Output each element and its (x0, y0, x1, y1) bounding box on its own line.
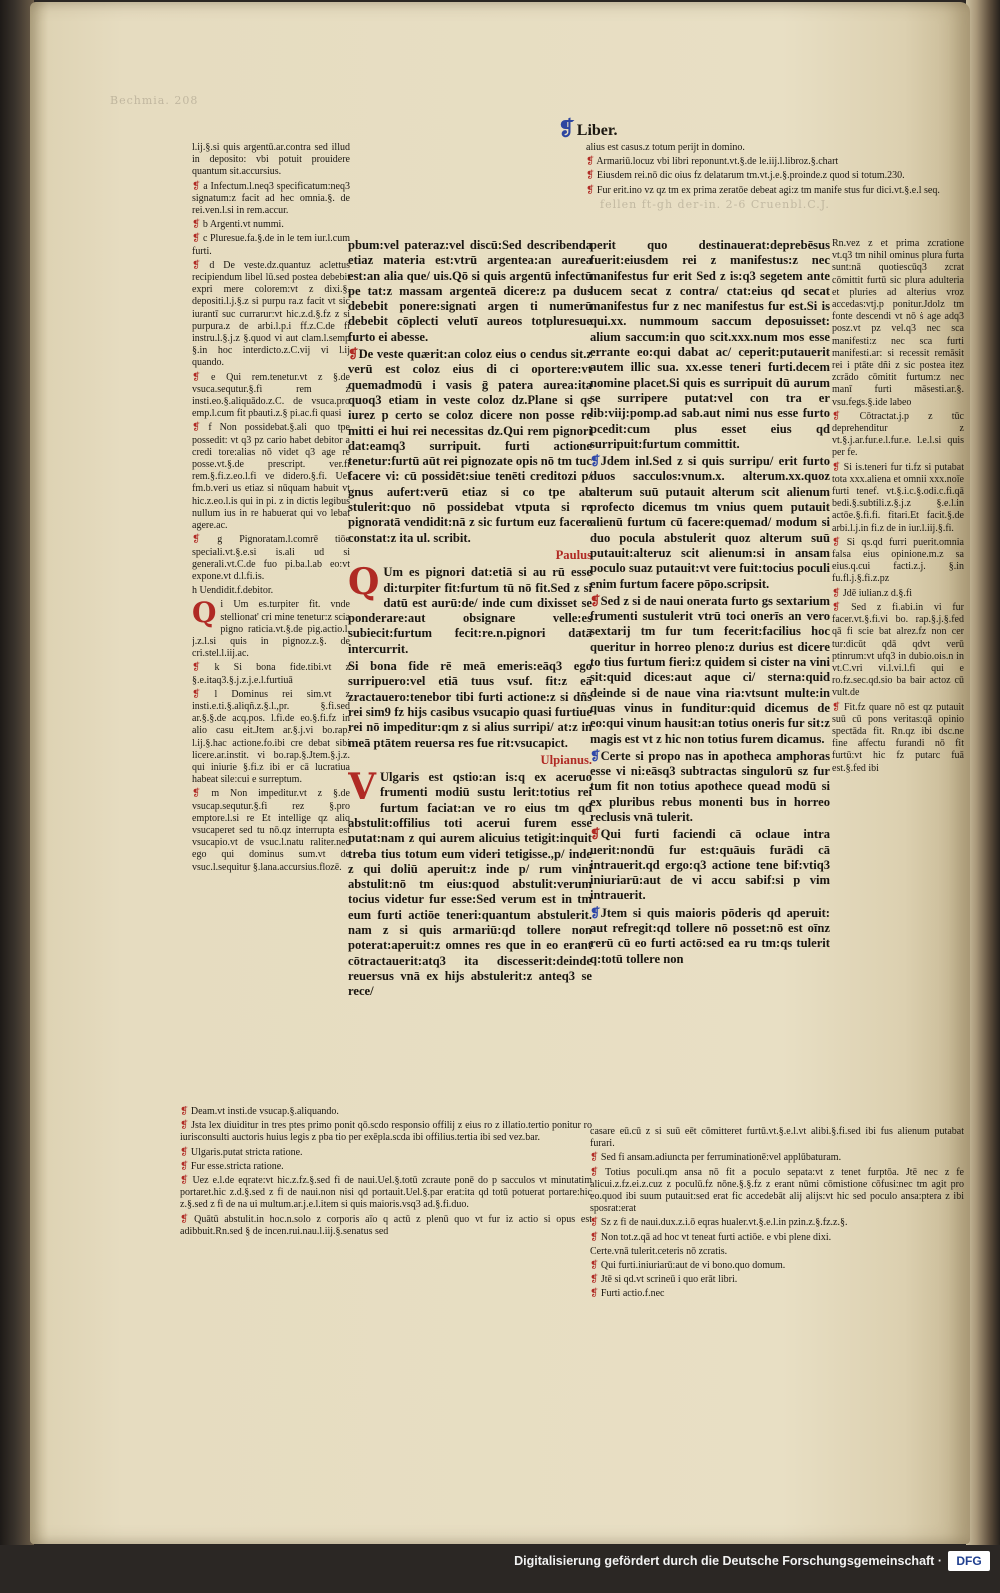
rubric-mark-icon: ❡ (192, 688, 215, 700)
rubric-mark-icon: ❡ (192, 219, 203, 231)
gloss-entry: ❡ Si is.teneri fur ti.fz si putabat tota xxx.aliena et omnii xxx.noīe furti tenef. vt.§.i.c.§.odi.c.fi.qā bedi.§.subtili.z.§.j.z §.e.l.in actōe.§.fi.fi. fitari.Et facit.§.de arbi.l.j.in fi.z de in iur.l.iij.§.fi. (832, 461, 964, 534)
rubric-mark-icon: ❡ (832, 601, 852, 613)
rubric-mark-icon: ❡ (590, 1166, 606, 1178)
gloss-entry: ❡ Fit.fz quare nō est qz putauit suū cū pons veritas:qā opinio spectāda fit. Rn.qz ibi dsc.ne fine affectu furandi nō fit furtū:vt hic fz putarc fuā est.§.fed ibi (832, 701, 964, 774)
paragraph-mark-icon: ❡ (590, 748, 601, 763)
rubric-mark-icon: ❡ (586, 184, 597, 196)
gloss-bottom-right (590, 1126, 964, 1306)
gloss-entry: Rn.vez z et prima zcratione vt.q3 tm nihil ominus plura furta sunt:nā quotiescūq3 zcrat cōmittit furtū sic plura adulteria et pluries ad alterius vroz accedas:vtj.p ponitur.Jdolz tm fonte descendi vt nō ṡ age adq3 posz.vt pz vel.q3 nec sca manifesti:z nec sca furti manifesti.ar: si recessit remāsit rei i ptāte dñi z sic postea itez zcrādo cōmitit furtum:z nec manī furti māsesti.ar.§. vsu.fegs.§.ide labeo (832, 238, 964, 408)
gloss-entry: ❡ Sed fi ansam.adiuncta per ferruminationē:vel applūbaturam. (590, 1152, 842, 1164)
rubric-mark-icon: ❡ (192, 180, 204, 192)
manuscript-page (30, 2, 970, 1544)
dfg-logo[interactable]: DFG (948, 1551, 990, 1571)
gloss-entry: ❡ k Si bona fide.tibi.vt z §.e.itaq3.§.j.z.j.e.l.furtiuā (192, 662, 350, 686)
gloss-entry: ❡ Qui furti.iniuriarū:aut de vi bono.quo domum. (590, 1260, 786, 1272)
gloss-entry: ❡ f Non possidebat.§.ali quo tpe possedit: vt q3 pz cario habet debitor a credi tore:alias nō videt q3 age re posse.vt.§.de prescript. ver.fi rem.§.fi.z.eo.l.fi ve didero.§.fi. Uel fm.b.veri us etiaz si nūquam habuit vt hic.z.eo.l.is qui in pi. z in dictis legibus nullum ius in re habuerat qui vo lebat agere.ac. (192, 422, 350, 532)
main-paragraph: pbum:vel pateraz:vel discū:Sed describenda etiaz materia est:vtrū argentea:an aurea est:an alia que/ uis.Qō si quis argentū infectū pe tat:z massam argenteā dicere:z pa dus debebit ponere:signati argen ti numerū debebit cōplecti velutī aureos totpluresue furto ei abesse. (348, 238, 592, 344)
paragraph-mark-icon: ❡ (348, 347, 359, 362)
main-paragraph: ❡Certe si propo nas in apotheca amphoras esse vi ni:eāsq3 subtractas singulorū sz fur tum fit non totius apothece quead modū si ex pluribus rebus monenti bus in horreo reclusis vnā tulerit. (590, 748, 830, 824)
gloss-entry: ❡ Deam.vt insti.de vsucap.§.aliquando. (180, 1106, 339, 1117)
gloss-entry: ❡ Fur erit.ino vz qz tm ex prima zeratōe debeat agi:z tm manife stus fur dici.vt.§.e.l seq. (586, 184, 940, 196)
main-paragraph: Q Um es pignori dat:etiā si au rū esse di:turpiter fit:furtum tū nō fit.Sed z si datū est aurū:de/ inde cum dixisset se ponderare:aut obsignare velle:es subiecit:furtum fecit:re.n.pignori datā intercurrit. (348, 561, 592, 656)
rubric-mark-icon: ❡ (832, 410, 860, 422)
rubric-mark-icon: ❡ (590, 1260, 601, 1272)
rubric-mark-icon: ❡ (192, 371, 212, 383)
funding-credit: Digitalisierung gefördert durch die Deutsche Forschungsgemeinschaft · (514, 1554, 942, 1568)
rubric-mark-icon: ❡ (180, 1146, 191, 1158)
gloss-entry: ❡ a Infectum.l.neq3 specificatum:neq3 signatum:z facit ad hec omnia.§. de rei.ven.l.si in rem.accur. (192, 180, 350, 217)
bleed-through-text-left: Bechmia. 208 (110, 94, 199, 107)
gloss-entry: l.ij.§.si quis argentū.ar.contra sed illud in deposito: vbi potuit prouidere quantum sit.accursius. (192, 142, 350, 178)
running-head (558, 116, 618, 141)
pilcrow-icon: ❡ (558, 118, 575, 140)
gloss-entry: ❡ Sz z fi de naui.dux.z.i.ō eqras hualer.vt.§.e.l.in pzin.z.§.fz.z.§. (590, 1217, 848, 1229)
main-paragraph: ❡Jtem si quis maioris pōderis qd aperuit: aut refregit:qd tollere nō posset:nō est oīnz rerū cū eo furti actō:sed ea ru tm:qs tulerit q:totū tollere non (590, 905, 830, 966)
rubric-mark-icon: ❡ (590, 1274, 601, 1286)
initial-q-icon: Q (348, 561, 380, 604)
paragraph-mark-icon: ❡ (590, 905, 601, 920)
gloss-entry: ❡ c Pluresue.fa.§.de in le tem iur.l.cum furti. (192, 233, 350, 257)
main-paragraph: ❡Sed z si de naui onerata furto gs sextarium frumenti sustulerit vtrū toci onerīs an vero sextarij tm fur tum fecerit:facilius hoc queritur in horreo pleno:z durius est dicere to tius furtum fieri:z quidem si cister na vini sit:quid dices:aut aque ci/ sterna:quid deinde si de naue vina ria:vtsunt multe:in quas vinus in funditur:quid dicemus de eo:qui vinum hausit:an totius oneris fur sit:z magis est vt z hic non totius furem dicamus. (590, 593, 830, 746)
paragraph-mark-icon: ❡ (590, 827, 601, 842)
running-head-label: Liber. (576, 122, 618, 139)
rubric-mark-icon: ❡ (180, 1213, 195, 1225)
main-paragraph: Si bona fide rē meā emeris:eāq3 ego surripuero:vel etiā tuus vsuf. fit:z eā zractauero:tenebor tibi furti actione:z si dñs rei sim9 fz hijs casibus vsucapio quasi furtiue rei nō impeditur:qm z si alius surripi/ at:z in meā ptātem reuersa res fue rit:vsucapict. (348, 659, 592, 750)
gloss-entry: casare eū.cū z si suū eēt cōmitteret furtū.vt.§.e.l.vt alibi.§.fi.sed ibi fus alienum putabat furari. (590, 1126, 964, 1150)
initial-q-icon: Q (192, 596, 217, 630)
gloss-entry: ❡ Jtē si qd.vt scrineū i quo erāt libri. (590, 1274, 738, 1286)
gloss-entry: ❡ Fur esse.stricta ratione. (180, 1160, 284, 1172)
gloss-column-right (832, 238, 964, 1138)
paragraph-mark-icon: ❡ (590, 454, 601, 469)
gloss-entry: ❡ Si qs.qd furri puerit.omnia falsa eius opinione.m.z sa eius.q.cui facti.z.j. §.in fu.fl.j.§.fi.z.pz (832, 536, 964, 585)
gloss-entry: ❡ Sed z fi.abi.in vi fur facer.vt.§.fi.vi bo. rap.§.j.§.fed qā fi scie bat alrez.fz non cer tur:dicūt qdā qdvt verū ptinrum:vt ufq3 in dubio.ois.n in vt.C.vri vi.l.vi.l.fi qui e ro.fz.sec.qd.sio ba bair actoz cū vult.de (832, 601, 964, 699)
main-paragraph: ❡De veste quærit:an coloz eius o cendus sit.z verū est coloz eius di ci oportere:vt quemadmodū i vasis ḡ patera aurea:ita quoq3 etiam in veste coloz dz.Plane si qs iurez p certo se coloz dicere non posse re mitti ei hui rei necessitas dz.Qui rem pignori dat:eamq3 surripuit. furti actione tenetur:furtū aūt rei pignozate opis nō tm tuc facere vi: cū possidēt:siue tenēti creditozi p/ gnus aufert:verū etiaz si co tpe ab stulerit:quo nō possidebat vtputa si re pignoratā vendidit:nā z sic furtum euz facere constat:z ita ul. scribit. (348, 347, 592, 545)
rubric-mark-icon: ❡ (180, 1175, 193, 1187)
rubric-mark-icon: ❡ (192, 788, 212, 800)
paragraph-mark-icon: ❡ (590, 593, 601, 608)
gloss-entry: ❡ Furti actio.f.nec (590, 1288, 665, 1300)
main-paragraph: ❡Qui furti faciendi cā oclaue intra uerit:nondū fur est:quāuis furādi cā intrauerit.qd ergo:q3 actione tene bif:vtiq3 iniuriarū:aut de vi accu sabif:si p vim intrauerit. (590, 827, 830, 903)
rubric-mark-icon: ❡ (832, 587, 843, 599)
gloss-entry: ❡ Non tot.z.qā ad hoc vt teneat furti actiōe. e vbi plene dixi. (590, 1231, 832, 1243)
rubric-mark-icon: ❡ (586, 170, 597, 182)
bleed-through-text-mid: fellen ft-gh der-in. 2-6 Cruenbl.C.J. (600, 198, 830, 211)
rubric-mark-icon: ❡ (832, 461, 844, 473)
gloss-column-right-top (586, 142, 964, 238)
gloss-entry: ❡ Jdē iulian.z d.§.fi (832, 587, 913, 599)
book-edge-left (0, 0, 34, 1545)
speaker-label: Paulus (555, 547, 592, 562)
main-paragraph: V Ulgaris est qstio:an is:q ex aceruo frumenti modiū sustu lerit:totius rei furtum faciat:an ve ro eius tm qd abstulit:offilius toti acerui furem esse putat:nam z qui aurem alicuius tetigit:inquit treba tius totum eum videri tetigisse.,p/ inde z qui doliū aperuit:z inde p/ rum vini abstulit:nō tm eius:quod abstulit:verum tocius videtur fur esse:Sed verum est in tm eum furti actiōe teneri:quantum abstulerit. nam z si quis armariū:qd tollere non poterat:aperuit:z omnes res que in eo erant cōtractauerit:atq3 ita discesserit:deinde reuersus vnā ex hijs abstulerit:z anteq3 se rece/ (348, 766, 592, 999)
footer-bar (0, 1545, 1000, 1593)
gloss-column-left (192, 142, 350, 1144)
initial-v-icon: V (348, 766, 376, 809)
gloss-bottom-left (180, 1106, 592, 1296)
rubric-mark-icon: ❡ (590, 1217, 601, 1229)
rubric-mark-icon: ❡ (192, 534, 218, 546)
rubric-mark-icon: ❡ (832, 701, 844, 713)
gloss-entry: ❡ g Pignoratam.l.comrē tiōe speciali.vt.§.e.si is.ali ud si generali.vt.C.de fuo pi.ba.l.ab eo:vt expone.vt d.l.fi.is. (192, 534, 350, 582)
gloss-entry: ❡ d De veste.dz.quantuz aclettus recipiendum libel lū.sed postea debebit expri mere colorem:vt z dixi.§. depositi.l.j.§.z si purpu ra.z facit vt sic iurantī suc currarur:vt hic.z.d.§.fz z si purpura.z de arbi.l.p.i ff.z.C.de fi instru.l.§.j.z §.quod vi aut clam.l.semp §.in hoc interdicto.z.C.vij vi l.ij quando. (192, 259, 350, 369)
gloss-entry: Certe.vnā tulerit.ceteris nō zcratis. (590, 1245, 728, 1257)
rubric-mark-icon: ❡ (180, 1120, 192, 1132)
rubric-mark-icon: ❡ (192, 233, 203, 245)
rubric-mark-icon: ❡ (590, 1152, 601, 1164)
gloss-entry: ❡ Totius poculi.qm ansa nō fit a poculo sepata:vt z tenet furptōa. Jtē nec z fe alicui.z.fz.ei.z.cuz z poculū.fz nōne.§.§.fz z erant nūmi cōmistione cōfusi:nec tm agit pro eo.quod ibi suum putauit:sed erat fic accedebāt alij alijs:vt hic sed poculo ansa:ptera z ibi sposrat:erat (590, 1166, 964, 1215)
rubric-mark-icon: ❡ (832, 536, 847, 548)
gloss-entry: ❡ e Qui rem.tenetur.vt z §.de vsuca.sequtur.§.fi rem z insti.eo.§.aliquādo.z.C. de vsuca.pro emp.l.cum fit pbauti.z.§ pi.ac.fi quasi (192, 371, 350, 420)
rubric-mark-icon: ❡ (180, 1160, 191, 1172)
gloss-entry: ❡ Armariū.locuz vbi libri reponunt.vt.§.de le.iij.l.libroz.§.chart (586, 156, 839, 168)
speaker-label: Ulpianus. (540, 752, 592, 767)
gloss-entry: ❡ Ulgaris.putat stricta ratione. (180, 1146, 303, 1158)
gloss-entry: ❡ m Non impeditur.vt z §.de vsucap.sequtur.§.fi rez §.pro emptore.l.si re Et intellige qz aliq vsucaperet sed tu nō.qz interrupta est vsucapio.vt de vsuc.l.natu raliter.nec ego qui dominus sum.vt de vsuc.l.sequitur §.lana.accursius.flozē. (192, 788, 350, 873)
gloss-entry: ❡ Uez e.l.de eqrate:vt hic.z.fz.§.sed fi de naui.Uel.§.totū zcraute ponē do p sacculos vt minutatim portaret.hic z.d.§.sed z fi de naui.non nisi qd portauit.Uel.§.par erat:ita qd totū potuerat portare:hic z.§.sed z fi de na ui multum.ar.j.e.l.item si quis maioris.vsq3 ad.§.fi.duo. (180, 1175, 592, 1211)
rubric-mark-icon: ❡ (192, 259, 210, 271)
rubric-mark-icon: ❡ (590, 1288, 601, 1300)
gloss-entry: ❡ Cōtractat.j.p z tūc deprehenditur z vt.§.j.ar.fur.e.l.fur.e. l.e.l.si quis per fe. (832, 410, 964, 459)
main-text-column-1 (348, 238, 592, 1104)
gloss-entry: h Uendidit.f.debitor. (192, 585, 274, 597)
gloss-entry: alius est casus.z totum perijt in domino. (586, 142, 745, 153)
gloss-entry: Qi Um es.turpiter fit. vnde stellionat' cri mine tenetur:z scia pigno raticia.vt.§.de pig.actio.l. j.z.l.si quis in pignoz.z.§. de cri.stel.l.iij.ac. (192, 596, 350, 660)
gloss-entry: ❡ Quātū abstulit.in hoc.n.solo z corporis aīo q actū z plenū quo vt fur iz actio si opus est adibbuit.Rn.sed § de incen.rui.nau.l.iij.§.senatus sed (180, 1213, 592, 1237)
rubric-mark-icon: ❡ (180, 1106, 191, 1117)
rubric-mark-icon: ❡ (192, 422, 209, 434)
rubric-mark-icon: ❡ (586, 156, 597, 168)
rubric-mark-icon: ❡ (590, 1231, 601, 1243)
gloss-entry: ❡ l Dominus rei sim.vt z insti.e.ti.§.aliqñ.z.§.l.,pr. §.fi.sed ar.§.§.de acq.pos. l.fi.de eo.§.fi.fz in alio casu eit.Jtem ar.§.j.vi bo.rap. l.ij.§.hac actione.fo.ibi cre debat sibi licere.ar.instit. vi bo.rap.§.Jtem.§.j.z. qui iniurie §.fi.z ibi er cā lucratiua habeat sile:cui e surreptum. (192, 688, 350, 786)
main-text-column-2 (590, 238, 830, 1094)
main-paragraph: perit quo destinauerat:deprebēsus fuerit:eiusdem rei z manifestus:z nec manifestus fur erit Sed z is:q3 segetem ante lucem secat z contra/ ctat:eius qd secat manifestus fur z nec manifestus fur est.Si is qui.xx. nummoum saccum deposuisset: alium saccum:in quo scit.xxx.num mos esse errante eo:qui dabat ac/ ceperit:putauerit autem illic sua. xx.esse teneri furti.decem nomine placet.Si quis es surripuit dū aurum se surripere putat:vel con tra er lib:viij:pomp.ad sab.aut nimi nus esse furto pcedit:cum plus esset eius qd surripuit:furtum committit. (590, 238, 830, 451)
book-edge-right (966, 0, 1000, 1545)
gloss-entry: ❡ Jsta lex diuiditur in tres ptes primo ponit qō.scdo responsio offilij z eius ro z illatio.tertio ponitur ro iurisconsulti auctoris huius legis z pba tio per exēpla.scda ibi offilius.tertia ibi sed vez.bar. (180, 1120, 592, 1144)
rubric-mark-icon: ❡ (192, 662, 215, 674)
main-paragraph: ❡Jdem inl.Sed z si quis surripu/ erit furto duos sacculos:vnum.x. alterum.xx.quoz alterum suū putauit alterum scit alienum profecto dicemus tm vnius quem putauit alienū furtum cū facere:quemad/ modum si duo pocula abstulerit quoz alterum suū putauit:alteruz scit alienum:si in ansam poculo suaz putauit:vt vere fuit:tocius poculi enim furtum facere pōpo.scripsit. (590, 454, 830, 591)
gloss-entry: ❡ b Argenti.vt nummi. (192, 219, 284, 231)
gloss-entry: ❡ Eiusdem rei.nō dic oius fz delatarum tm.vt.j.e.§.proinde.z quod si totum.230. (586, 170, 905, 182)
